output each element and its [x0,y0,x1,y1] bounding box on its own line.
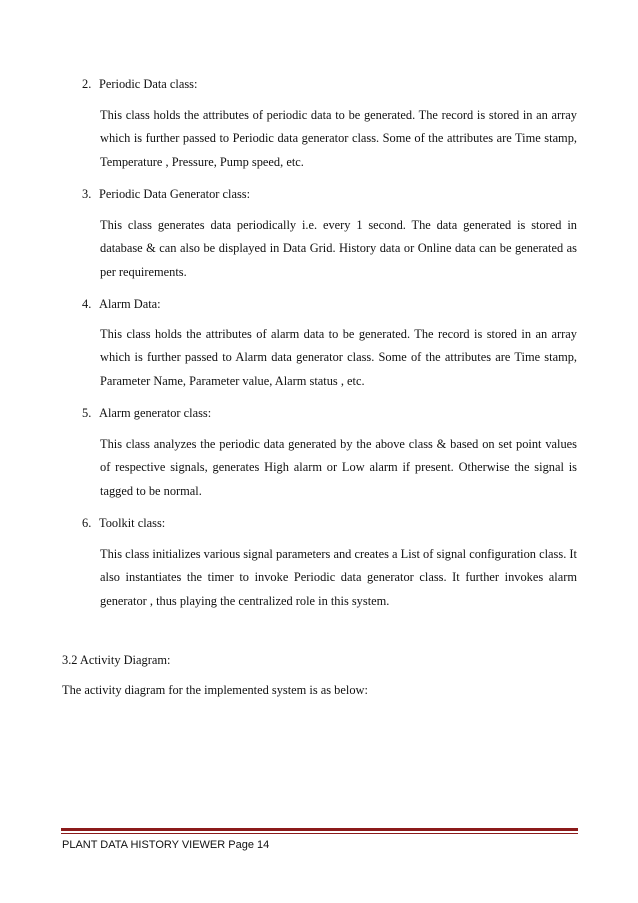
list-item-paragraph: This class generates data periodically i.e. every 1 second. The data generated is stored in database & can also be displayed in Data Grid. History data or Online data can be generated as per requirements. [100,218,577,279]
list-item-title: Toolkit class: [99,516,166,530]
list-item-number: 2. [82,77,92,91]
footer-rule-thin [61,833,578,834]
footer-rule-thick [61,828,578,831]
list-item-title: Periodic Data Generator class: [99,187,251,201]
list-item-title: Alarm Data: [99,297,161,311]
section-intro: The activity diagram for the implemented system is as below: [62,683,368,697]
list-item-paragraph: This class holds the attributes of periodic data to be generated. The record is stored in an array which is further passed to Periodic data generator class. Some of the attributes are Time stamp, Temperature , Pressure, Pump speed, etc. [100,108,577,169]
section-heading: 3.2 Activity Diagram: [62,653,171,667]
list-item-number: 5. [82,406,92,420]
list-item-paragraph: This class analyzes the periodic data generated by the above class & based on set point values of respective signals, generates High alarm or Low alarm if present. Otherwise the signal is tagged to be normal. [100,437,577,498]
list-item-title: Periodic Data class: [99,77,198,91]
list-item-heading [82,76,197,92]
list-item-number: 4. [82,297,92,311]
list-item-paragraph: This class initializes various signal parameters and creates a List of signal configuration class. It also instantiates the timer to invoke Periodic data generator class. It further invokes alarm generator , thus playing the centralized role in this system. [100,547,577,608]
list-item-number: 3. [82,187,92,201]
list-item-heading [82,515,165,531]
list-item-paragraph: This class holds the attributes of alarm data to be generated. The record is stored in an array which is further passed to Alarm data generator class. Some of the attributes are Time stamp, Parameter Name, Parameter value, Alarm status , etc. [100,327,577,388]
list-item-title: Alarm generator class: [99,406,212,420]
list-item-heading [82,296,161,312]
list-item-heading [82,186,250,202]
list-item-number: 6. [82,516,92,530]
page-footer: PLANT DATA HISTORY VIEWER Page 14 [62,839,270,851]
list-item-heading [82,405,211,421]
